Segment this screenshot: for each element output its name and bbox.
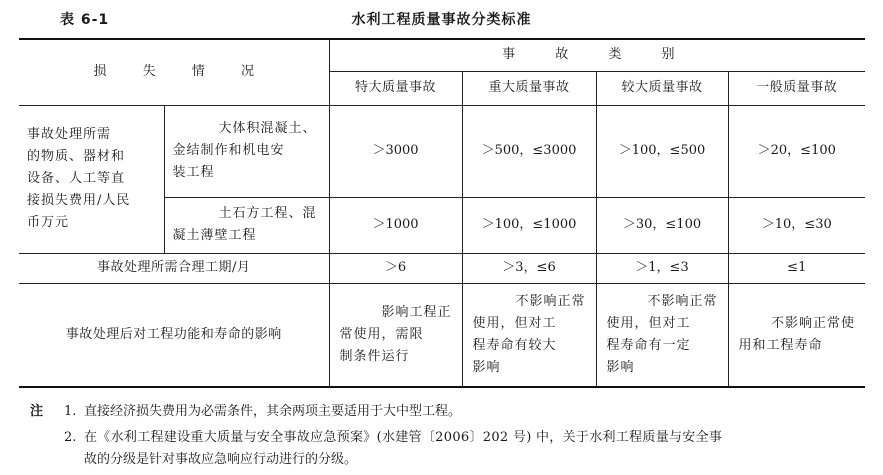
header-level-significant: 较大质量事故	[596, 71, 728, 105]
duration-value-general: ≤1	[728, 253, 865, 283]
duration-value-major: ＞3，≤6	[462, 253, 596, 283]
impact-value-extra-major: 影响工程正 常使用，需限 制条件运行	[329, 283, 462, 387]
note-item	[30, 401, 870, 423]
concrete-works-label: 大体积混凝土、 金结制作和机电安 装工程	[164, 105, 329, 197]
earthwork-value-significant: ＞30，≤100	[596, 197, 728, 253]
notes-label: 注	[30, 404, 44, 419]
duration-value-extra-major: ＞6	[329, 253, 462, 283]
concrete-value-extra-major: ＞3000	[329, 105, 462, 197]
note-text: 直接经济损失费用为必需条件，其余两项主要适用于大中型工程。	[84, 404, 462, 419]
earthwork-value-general: ＞10，≤30	[728, 197, 865, 253]
direct-loss-label: 事故处理所需 的物质、器材和 设备、人工等直 接损失费用/人民 币万元	[19, 105, 164, 253]
table-header	[0, 0, 883, 36]
duration-value-significant: ＞1，≤3	[596, 253, 728, 283]
header-level-major: 重大质量事故	[462, 71, 596, 105]
classification-table	[19, 38, 865, 388]
header-level-general: 一般质量事故	[728, 71, 865, 105]
table-title: 水利工程质量事故分类标准	[351, 12, 532, 28]
concrete-value-major: ＞500，≤3000	[462, 105, 596, 197]
earthwork-value-extra-major: ＞1000	[329, 197, 462, 253]
note-continuation	[30, 449, 870, 471]
note-text: 在《水利工程建设重大质量与安全事故应急预案》(水建管〔2006〕202 号) 中，关于水利工程质量与安全事	[84, 430, 723, 445]
duration-label: 事故处理所需合理工期/月	[19, 253, 329, 283]
concrete-value-significant: ＞100，≤500	[596, 105, 728, 197]
note-number: 2.	[64, 430, 77, 445]
impact-label: 事故处理后对工程功能和寿命的影响	[19, 283, 329, 387]
concrete-value-general: ＞20，≤100	[728, 105, 865, 197]
impact-value-major: 不影响正常 使用，但对工 程寿命有较大 影响	[462, 283, 596, 387]
earthwork-label: 土石方工程、混 凝土薄壁工程	[164, 197, 329, 253]
impact-value-general: 不影响正常使 用和工程寿命	[728, 283, 865, 387]
header-level-extra-major: 特大质量事故	[329, 71, 462, 105]
impact-value-significant: 不影响正常 使用，但对工 程寿命有一定 影响	[596, 283, 728, 387]
note-text: 故的分级是针对事故应急响应行动进行的分级。	[84, 452, 358, 467]
earthwork-value-major: ＞100，≤1000	[462, 197, 596, 253]
header-loss-situation: 损 失 情 况	[19, 39, 329, 105]
header-accident-category: 事 故 类 别	[329, 39, 865, 71]
table-number: 表 6-1	[60, 12, 110, 28]
table-notes	[30, 401, 870, 471]
note-item	[30, 427, 870, 449]
note-number: 1.	[64, 404, 77, 419]
